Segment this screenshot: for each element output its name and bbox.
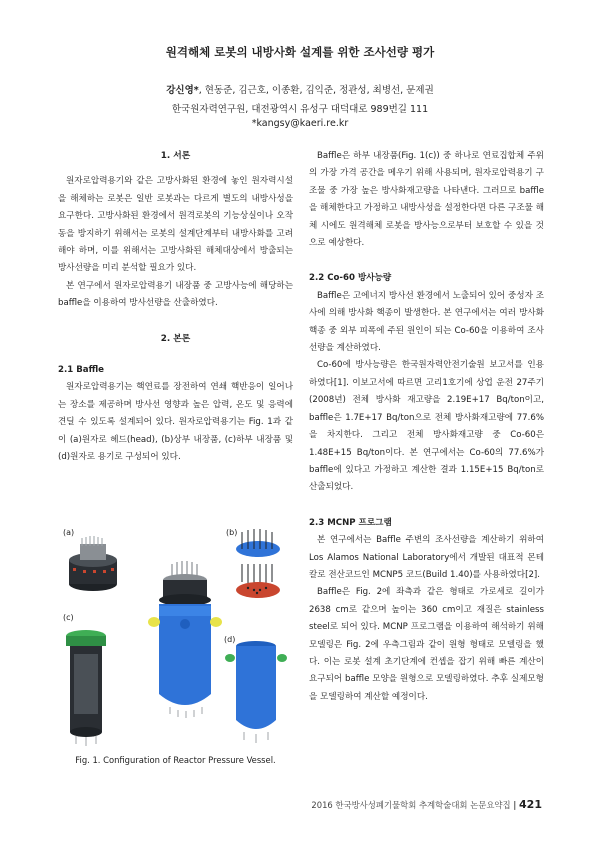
first-author: 강신영* xyxy=(166,85,199,96)
right-column xyxy=(309,148,544,706)
fig-label-d: (d) xyxy=(224,635,236,644)
left-column xyxy=(58,148,293,467)
fig-label-b: (b) xyxy=(226,528,238,537)
paragraph: Co-60에 방사능량은 한국원자력안전기술원 보고서를 인용하였다[1]. 이보고서에 따르면 고리1호기에 상업 운전 27주기(2008년) 전체 방사화 재고량을 2.19E+17 Bq/ton이고, baffle은 1.7E+17 Bq/ton으로 전체 방사화재고량에 77.6%을 차지한다. 그리고 전체 방사화재고량 중 Co-60은 1.48E+15 Bq/ton이다. 본 연구에서는 Co-60의 77.6%가 baffle에 있다고 가정하고 계산한 결과 1.15E+15 Bq/ton로 산출되었다. xyxy=(309,360,544,493)
reactor-vessel-illustration xyxy=(225,641,287,743)
footer-text: 2016 한국방사성폐기물학회 추계학술대회 논문요약집 xyxy=(311,800,511,810)
paragraph: Baffle은 Fig. 2에 좌측과 같은 형태로 가로세로 길이가 2638 cm로 같으며 높이는 360 cm이고 재질은 stainless steel로 되어 있다. MCNP 프로그램을 이용하여 해석하기 위해 모델링은 Fig. 2에 우측그림과 같이 원형 형태로 모델링을 했다. 이는 로봇 설계 초기단계에 컨셉을 잡기 위해 빠른 계산이 요구되어 baffle 모양을 원형으로 모델링하였다. 추후 실제모형을 모델링하여 계산할 예정이다. xyxy=(309,587,544,702)
reactor-vessel-figure xyxy=(58,524,293,752)
fig-label-c: (c) xyxy=(63,613,74,622)
paper-title: 원격해체 로봇의 내방사화 설계를 위한 조사선량 평가 xyxy=(165,45,435,59)
page-number: 421 xyxy=(519,798,542,811)
upper-internals-illustration xyxy=(236,529,280,598)
section-heading-body: 2. 본론 xyxy=(160,333,191,344)
paragraph: 원자로압력용기와 같은 고방사화된 환경에 놓인 원자력시설을 해체하는 로봇은 일반 로봇과는 다르게 별도의 내방사성을 요구한다. 고방사화된 환경에서 원격로봇의 기능상실이나 오작동을 방지하기 위해서는 로봇의 설계단계부터 내방사화를 고려해야 하며, 이를 위해서는 고방사화된 해체대상에서 방출되는 방사선량을 미리 분석할 필요가 있다. xyxy=(58,176,293,274)
fig-label-a: (a) xyxy=(63,528,75,537)
subsection-heading-co60: 2.2 Co-60 방사능량 xyxy=(309,273,392,284)
paragraph: 원자로압력용기는 핵연료를 장전하여 연쇄 핵반응이 일어나는 장소를 제공하며 방사선 영향과 높은 압력, 온도 및 응력에 견딜 수 있도록 설계되어 있다. 원자로압력용기는 Fig. 1과 같이 (a)원자로 헤드(head), (b)상부 내장품, (c)하부 내장품 및 (d)원자로 용기로 구성되어 있다. xyxy=(58,382,293,463)
footer-separator: | xyxy=(513,800,517,810)
affiliation: 한국원자력연구원, 대전광역시 유성구 대덕대로 989번길 111 xyxy=(171,104,429,115)
section-heading-intro: 1. 서론 xyxy=(160,151,191,161)
paragraph: 본 연구에서 원자로압력용기 내장품 중 고방사능에 해당하는 baffle을 이용하여 방사선량을 산출하였다. xyxy=(58,280,293,309)
paragraph: Baffle은 하부 내장품(Fig. 1(c)) 중 하나로 연료집합체 주위의 가장 가격 공간을 메우기 위해 사용되며, 원자로압력용기 구조물 중 가장 높은 방사화재고량을 나타낸다. 그러므로 baffle을 해체한다고 가정하고 내방사성을 설정한다면 다른 구조물 해체 시에도 원격해체 로봇을 방사능으로부터 보호할 수 있을 것으로 예상한다. xyxy=(309,151,544,249)
paragraph: 본 연구에서는 Baffle 주변의 조사선량을 계산하기 위하여 Los Alamos National Laboratory에서 개발된 대표적 몬테칼로 전산코드인 MCNP5 코드(Build 1.40)를 사용하였다[2]. xyxy=(309,535,544,580)
paragraph: Baffle은 고에너지 방사선 환경에서 노출되어 있어 중성자 조사에 의해 방사화 핵종이 발생한다. 본 연구에서는 여러 방사화 핵종 중 외부 피폭에 주된 원인이 되는 Co-60을 이용하여 조사선량을 계산하였다. xyxy=(309,290,544,354)
subsection-heading-mcnp: 2.3 MCNP 프로그램 xyxy=(309,517,392,528)
co-authors: , 현동준, 김근호, 이종환, 김익준, 정관성, 최병선, 문제권 xyxy=(198,85,434,96)
author-email: *kangsy@kaeri.re.kr xyxy=(251,118,349,129)
author-list xyxy=(0,82,600,96)
subsection-heading-baffle: 2.1 Baffle xyxy=(58,365,104,376)
figure-caption: Fig. 1. Configuration of Reactor Pressure Vessel. xyxy=(75,755,276,765)
reactor-head-illustration xyxy=(69,536,117,591)
lower-internals-illustration xyxy=(66,630,106,746)
page-footer xyxy=(311,798,542,811)
assembled-vessel-illustration xyxy=(148,561,222,718)
